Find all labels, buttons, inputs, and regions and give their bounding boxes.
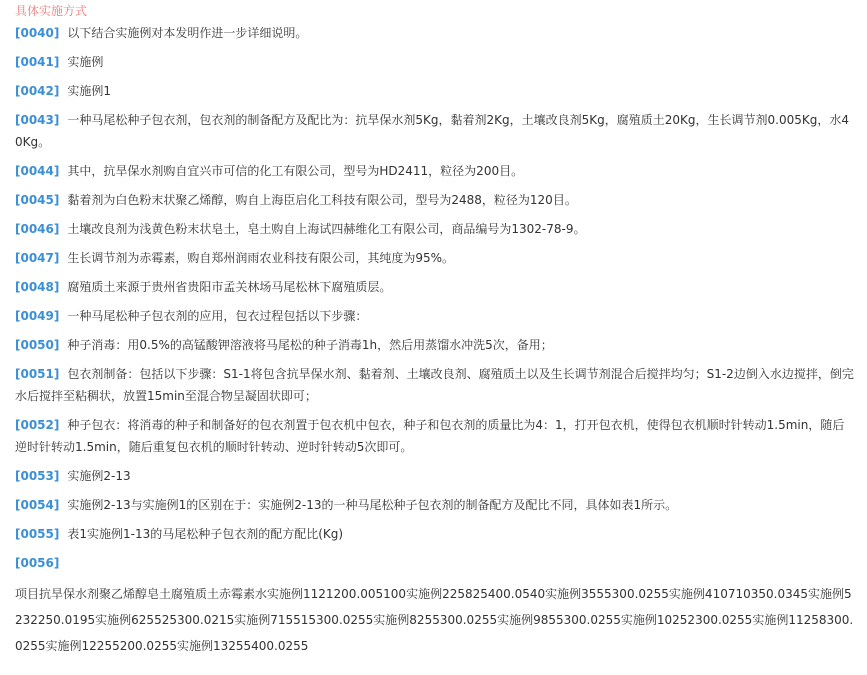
- paragraph-text: 以下结合实施例对本发明作进一步详细说明。: [67, 26, 308, 40]
- paragraph-number: [0040]: [15, 26, 60, 40]
- paragraph-number: [0044]: [15, 164, 60, 178]
- paragraph: [15, 305, 855, 327]
- paragraph: [15, 189, 855, 211]
- paragraph-number: [0043]: [15, 113, 60, 127]
- table-text: 项目抗旱保水剂聚乙烯醇皂土腐殖质土赤霉素水实施例1121200.005100实施例225825400.0540实施例3555300.0255实施例410710350.0345实施例5232250.0195实施例625525300.0215实施例715515300.0255实施例8255300.0255实施例9855300.0255实施例10252300.0255实施例11258300.0255实施例12255200.0255实施例13255400.0255: [15, 587, 854, 653]
- paragraph-text: 土壤改良剂为浅黄色粉末状皂土，皂土购自上海试四赫维化工有限公司，商品编号为1302-78-9。: [67, 222, 586, 236]
- paragraph-number: [0047]: [15, 251, 60, 265]
- paragraph: [15, 276, 855, 298]
- paragraph: [15, 22, 855, 44]
- paragraph: [15, 494, 855, 516]
- paragraph-text: 种子包衣：将消毒的种子和制备好的包衣剂置于包衣机中包衣，种子和包衣剂的质量比为4：1，打开包衣机，使得包衣机顺时针转动1.5min，随后逆时针转动1.5min，随后重复包衣机的顺时针转动、逆时针转动5次即可。: [15, 418, 845, 454]
- paragraph-text: 实施例1: [67, 84, 112, 98]
- patent-description: [0, 2, 867, 675]
- paragraph-text: 表1实施例1-13的马尾松种子包衣剂的配方配比(Kg): [67, 527, 344, 541]
- paragraph-text: 生长调节剂为赤霉素，购自郑州润雨农业科技有限公司，其纯度为95%。: [67, 251, 455, 265]
- paragraph-text: 包衣剂制备：包括以下步骤：S1-1将包含抗旱保水剂、黏着剂、土壤改良剂、腐殖质土以及生长调节剂混合后搅拌均匀；S1-2边倒入水边搅拌，倒完水后搅拌至粘稠状，放置15min至混合物呈凝固状即可；: [15, 367, 854, 403]
- paragraph-number: [0045]: [15, 193, 60, 207]
- paragraph-number: [0048]: [15, 280, 60, 294]
- paragraph-number: [0049]: [15, 309, 60, 323]
- paragraph: [15, 80, 855, 102]
- paragraph-text: 实施例: [67, 55, 104, 69]
- paragraph-text: 腐殖质土来源于贵州省贵阳市孟关林场马尾松林下腐殖质层。: [67, 280, 392, 294]
- paragraph: [15, 247, 855, 269]
- paragraph: [15, 414, 855, 458]
- paragraph-text: 种子消毒：用0.5%的高锰酸钾溶液将马尾松的种子消毒1h，然后用蒸馏水冲洗5次，备用；: [67, 338, 553, 352]
- paragraph: [15, 363, 855, 407]
- section-title: 具体实施方式: [15, 4, 88, 18]
- paragraph-number: [0046]: [15, 222, 60, 236]
- paragraph-list: [15, 22, 855, 574]
- paragraph: [15, 160, 855, 182]
- paragraph-text: 黏着剂为白色粉末状聚乙烯醇，购自上海臣启化工科技有限公司，型号为2488，粒径为120目。: [67, 193, 577, 207]
- paragraph-number: [0041]: [15, 55, 60, 69]
- paragraph-number: [0042]: [15, 84, 60, 98]
- paragraph-number: [0053]: [15, 469, 60, 483]
- paragraph-text: 实施例2-13与实施例1的区别在于：实施例2-13的一种马尾松种子包衣剂的制备配方及配比不同，具体如表1所示。: [67, 498, 678, 512]
- paragraph-number: [0055]: [15, 527, 60, 541]
- paragraph-text: 实施例2-13: [67, 469, 131, 483]
- paragraph: [15, 51, 855, 73]
- paragraph-number: [0051]: [15, 367, 60, 381]
- paragraph-number: [0052]: [15, 418, 60, 432]
- paragraph: [15, 109, 855, 153]
- paragraph: [15, 552, 855, 574]
- paragraph-text: 一种马尾松种子包衣剂的应用，包衣过程包括以下步骤：: [67, 309, 368, 323]
- paragraph-number: [0050]: [15, 338, 60, 352]
- paragraph: [15, 334, 855, 356]
- paragraph-text: 一种马尾松种子包衣剂，包衣剂的制备配方及配比为：抗旱保水剂5Kg，黏着剂2Kg，土壤改良剂5Kg，腐殖质土20Kg，生长调节剂0.005Kg，水40Kg。: [15, 113, 849, 149]
- paragraph-number: [0054]: [15, 498, 60, 512]
- paragraph: [15, 218, 855, 240]
- paragraph: [15, 523, 855, 545]
- paragraph: [15, 465, 855, 487]
- paragraph-text: 其中，抗旱保水剂购自宜兴市可信的化工有限公司，型号为HD2411，粒径为200目。: [67, 164, 524, 178]
- paragraph-number: [0056]: [15, 556, 60, 570]
